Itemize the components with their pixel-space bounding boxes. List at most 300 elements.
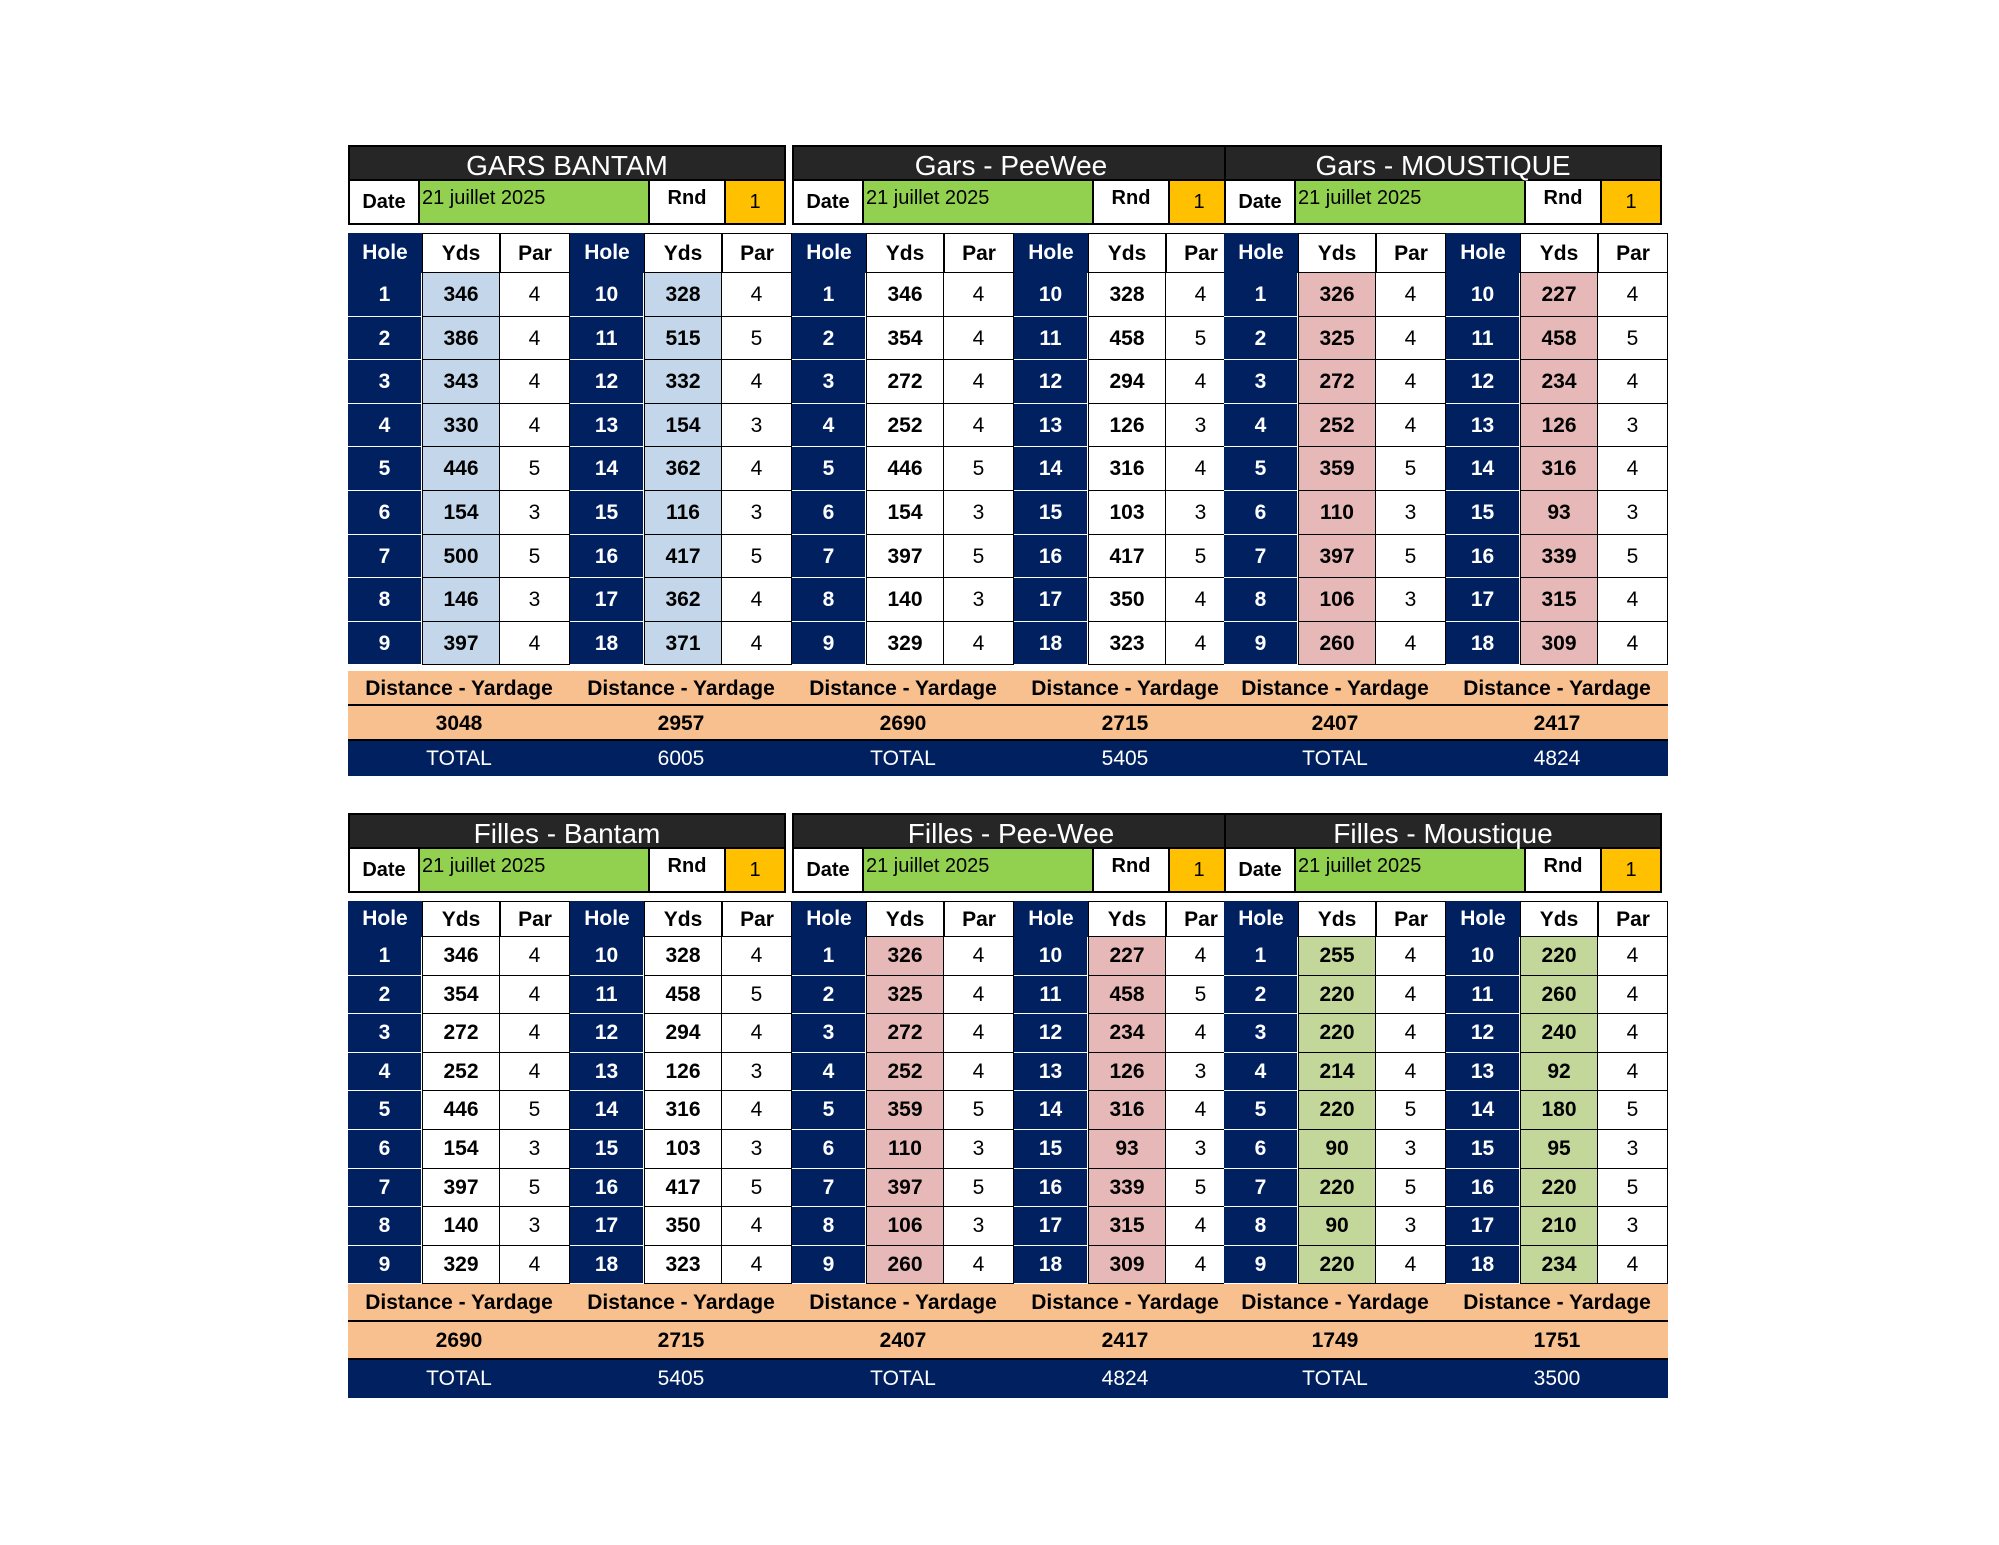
- hole-column: [1446, 901, 1520, 1284]
- hole-grid: [1446, 233, 1668, 665]
- yardage-cell: 240: [1520, 1014, 1598, 1053]
- par-cell: 4: [944, 317, 1014, 361]
- hole-number: 11: [570, 976, 644, 1015]
- par-column: [944, 233, 1014, 665]
- hole-number: 14: [1014, 447, 1088, 491]
- par-cell: 3: [722, 1053, 792, 1092]
- yardage-cell: 146: [422, 578, 500, 622]
- par-column: [944, 901, 1014, 1284]
- hole-number: 2: [348, 976, 422, 1015]
- distance-label: Distance - Yardage: [1224, 1284, 1446, 1322]
- par-header: Par: [1598, 233, 1668, 273]
- distance-label: Distance - Yardage: [1014, 671, 1236, 706]
- yds-header: Yds: [1088, 901, 1166, 937]
- par-cell: 4: [944, 1246, 1014, 1285]
- date-row: [1224, 181, 1662, 225]
- hole-number: 13: [1014, 1053, 1088, 1092]
- yardage-cell: 326: [1298, 273, 1376, 317]
- distance-label: Distance - Yardage: [1446, 671, 1668, 706]
- par-cell: 3: [1598, 404, 1668, 448]
- par-cell: 4: [500, 976, 570, 1015]
- par-cell: 5: [1376, 1091, 1446, 1130]
- back-nine: [1014, 901, 1236, 1398]
- hole-number: 17: [1446, 1207, 1520, 1246]
- scorecard-title: Filles - Bantam: [348, 813, 786, 849]
- hole-number: 11: [1446, 976, 1520, 1015]
- scorecard-title: Filles - Pee-Wee: [792, 813, 1230, 849]
- par-cell: 4: [722, 360, 792, 404]
- hole-number: 2: [1224, 976, 1298, 1015]
- yardage-cell: 90: [1298, 1207, 1376, 1246]
- par-cell: 4: [1598, 1246, 1668, 1285]
- hole-number: 6: [792, 491, 866, 535]
- hole-number: 15: [570, 1130, 644, 1169]
- date-value: 21 juillet 2025: [864, 181, 1094, 223]
- par-cell: 4: [944, 273, 1014, 317]
- yardage-cell: 397: [866, 1169, 944, 1208]
- total-value: 4824: [1014, 1360, 1236, 1398]
- par-header: Par: [500, 901, 570, 937]
- par-cell: 4: [1166, 1207, 1236, 1246]
- yds-header: Yds: [1298, 901, 1376, 937]
- hole-number: 8: [792, 578, 866, 622]
- yardage-cell: 328: [1088, 273, 1166, 317]
- par-header: Par: [500, 233, 570, 273]
- yardage-cell: 362: [644, 578, 722, 622]
- hole-number: 1: [792, 937, 866, 976]
- par-cell: 5: [1166, 976, 1236, 1015]
- yardage-cell: 90: [1298, 1130, 1376, 1169]
- yds-column: [644, 233, 722, 665]
- par-cell: 4: [500, 360, 570, 404]
- yardage-cell: 329: [866, 622, 944, 666]
- par-cell: 5: [500, 1169, 570, 1208]
- distance-value: 2407: [792, 1322, 1014, 1360]
- yds-header: Yds: [644, 901, 722, 937]
- round-value: 1: [1170, 181, 1228, 223]
- par-cell: 5: [1598, 535, 1668, 579]
- par-column: [1598, 233, 1668, 665]
- hole-number: 6: [1224, 1130, 1298, 1169]
- yardage-cell: 110: [866, 1130, 944, 1169]
- hole-column: [1014, 901, 1088, 1284]
- yardage-cell: 309: [1088, 1246, 1166, 1285]
- par-column: [722, 233, 792, 665]
- yardage-cell: 92: [1520, 1053, 1598, 1092]
- yardage-cell: 220: [1298, 976, 1376, 1015]
- par-cell: 4: [1166, 578, 1236, 622]
- yardage-cell: 255: [1298, 937, 1376, 976]
- hole-header: Hole: [1446, 233, 1520, 273]
- front-nine: [1224, 901, 1446, 1398]
- yds-header: Yds: [1298, 233, 1376, 273]
- hole-number: 11: [1446, 317, 1520, 361]
- par-cell: 4: [722, 1207, 792, 1246]
- hole-column: [1224, 901, 1298, 1284]
- par-cell: 4: [722, 1246, 792, 1285]
- par-cell: 4: [1166, 622, 1236, 666]
- par-header: Par: [1598, 901, 1668, 937]
- yardage-cell: 252: [866, 1053, 944, 1092]
- par-column: [500, 233, 570, 665]
- distance-value: 1751: [1446, 1322, 1668, 1360]
- yardage-cell: 272: [422, 1014, 500, 1053]
- par-cell: 4: [500, 273, 570, 317]
- distance-label: Distance - Yardage: [792, 1284, 1014, 1322]
- hole-number: 2: [792, 317, 866, 361]
- hole-number: 15: [1446, 491, 1520, 535]
- yardage-cell: 220: [1298, 1014, 1376, 1053]
- yardage-cell: 214: [1298, 1053, 1376, 1092]
- date-label: Date: [350, 849, 420, 891]
- yardage-cell: 260: [1298, 622, 1376, 666]
- par-cell: 5: [500, 447, 570, 491]
- par-cell: 4: [500, 937, 570, 976]
- hole-number: 18: [1446, 622, 1520, 666]
- distance-value: 2690: [792, 706, 1014, 741]
- date-row: [348, 849, 786, 893]
- yds-header: Yds: [1088, 233, 1166, 273]
- hole-number: 9: [1224, 622, 1298, 666]
- hole-number: 16: [1446, 1169, 1520, 1208]
- par-cell: 5: [1598, 317, 1668, 361]
- par-cell: 4: [1166, 1091, 1236, 1130]
- par-header: Par: [1376, 233, 1446, 273]
- yardage-cell: 93: [1520, 491, 1598, 535]
- par-cell: 5: [1376, 535, 1446, 579]
- par-cell: 4: [944, 622, 1014, 666]
- par-cell: 5: [1166, 535, 1236, 579]
- scorecard: [348, 145, 786, 776]
- hole-number: 6: [348, 491, 422, 535]
- scorecard: [1224, 145, 1662, 776]
- yardage-cell: 260: [866, 1246, 944, 1285]
- hole-number: 10: [1446, 937, 1520, 976]
- scorecard-title: Gars - PeeWee: [792, 145, 1230, 181]
- hole-number: 14: [570, 1091, 644, 1130]
- yardage-cell: 515: [644, 317, 722, 361]
- hole-number: 5: [348, 447, 422, 491]
- hole-number: 7: [792, 1169, 866, 1208]
- hole-column: [792, 901, 866, 1284]
- hole-number: 16: [1014, 535, 1088, 579]
- hole-number: 3: [348, 360, 422, 404]
- hole-number: 1: [1224, 937, 1298, 976]
- par-cell: 5: [1598, 1091, 1668, 1130]
- par-column: [1376, 233, 1446, 665]
- hole-number: 3: [348, 1014, 422, 1053]
- par-cell: 4: [1598, 578, 1668, 622]
- yds-header: Yds: [1520, 233, 1598, 273]
- par-cell: 3: [1166, 1130, 1236, 1169]
- yardage-cell: 446: [422, 1091, 500, 1130]
- par-cell: 5: [500, 535, 570, 579]
- par-cell: 4: [1376, 937, 1446, 976]
- par-cell: 4: [1166, 1014, 1236, 1053]
- distance-label: Distance - Yardage: [348, 671, 570, 706]
- par-cell: 3: [1376, 1207, 1446, 1246]
- yardage-cell: 116: [644, 491, 722, 535]
- par-cell: 4: [500, 622, 570, 666]
- par-cell: 5: [722, 535, 792, 579]
- yardage-cell: 500: [422, 535, 500, 579]
- yardage-cell: 316: [1520, 447, 1598, 491]
- hole-number: 10: [1446, 273, 1520, 317]
- date-label: Date: [794, 849, 864, 891]
- yardage-cell: 126: [1088, 404, 1166, 448]
- yardage-cell: 328: [644, 273, 722, 317]
- par-cell: 5: [722, 1169, 792, 1208]
- par-cell: 3: [1376, 578, 1446, 622]
- yardage-cell: 180: [1520, 1091, 1598, 1130]
- hole-number: 13: [1446, 404, 1520, 448]
- nine-hole-columns: [348, 901, 786, 1398]
- hole-number: 8: [348, 578, 422, 622]
- hole-number: 18: [1014, 1246, 1088, 1285]
- yardage-cell: 458: [1520, 317, 1598, 361]
- total-value: 4824: [1446, 741, 1668, 776]
- total-label: TOTAL: [1224, 741, 1446, 776]
- back-nine: [570, 233, 792, 776]
- par-cell: 4: [722, 937, 792, 976]
- yardage-cell: 106: [866, 1207, 944, 1246]
- par-cell: 5: [722, 317, 792, 361]
- date-value: 21 juillet 2025: [1296, 181, 1526, 223]
- hole-number: 17: [570, 578, 644, 622]
- hole-number: 10: [1014, 937, 1088, 976]
- par-cell: 4: [1598, 273, 1668, 317]
- hole-grid: [792, 901, 1014, 1284]
- yardage-cell: 140: [866, 578, 944, 622]
- yardage-cell: 446: [422, 447, 500, 491]
- hole-number: 8: [1224, 1207, 1298, 1246]
- par-cell: 5: [1376, 1169, 1446, 1208]
- yardage-cell: 220: [1520, 1169, 1598, 1208]
- distance-value: 2715: [1014, 706, 1236, 741]
- par-cell: 4: [722, 578, 792, 622]
- hole-number: 18: [570, 622, 644, 666]
- yds-column: [1520, 901, 1598, 1284]
- hole-number: 8: [792, 1207, 866, 1246]
- hole-grid: [570, 233, 792, 665]
- hole-header: Hole: [1224, 233, 1298, 273]
- date-row: [792, 849, 1230, 893]
- hole-number: 2: [348, 317, 422, 361]
- hole-number: 7: [348, 535, 422, 579]
- yardage-cell: 326: [866, 937, 944, 976]
- par-cell: 5: [1598, 1169, 1668, 1208]
- yardage-cell: 234: [1520, 1246, 1598, 1285]
- hole-column: [792, 233, 866, 665]
- yardage-cell: 343: [422, 360, 500, 404]
- yardage-cell: 210: [1520, 1207, 1598, 1246]
- yardage-cell: 103: [1088, 491, 1166, 535]
- hole-number: 3: [792, 360, 866, 404]
- hole-number: 17: [1446, 578, 1520, 622]
- round-label: Rnd: [1094, 181, 1170, 223]
- hole-grid: [570, 901, 792, 1284]
- nine-hole-columns: [1224, 901, 1662, 1398]
- par-cell: 4: [500, 404, 570, 448]
- yardage-cell: 417: [644, 1169, 722, 1208]
- distance-label: Distance - Yardage: [792, 671, 1014, 706]
- yds-column: [422, 233, 500, 665]
- nine-hole-columns: [348, 233, 786, 776]
- par-cell: 5: [1376, 447, 1446, 491]
- hole-number: 18: [570, 1246, 644, 1285]
- yardage-cell: 339: [1088, 1169, 1166, 1208]
- yardage-cell: 220: [1298, 1091, 1376, 1130]
- par-cell: 3: [1166, 491, 1236, 535]
- par-cell: 5: [944, 447, 1014, 491]
- scorecard-title: Gars - MOUSTIQUE: [1224, 145, 1662, 181]
- par-cell: 4: [722, 622, 792, 666]
- hole-number: 13: [1446, 1053, 1520, 1092]
- scorecard-title: GARS BANTAM: [348, 145, 786, 181]
- yardage-cell: 154: [644, 404, 722, 448]
- hole-number: 6: [792, 1130, 866, 1169]
- hole-number: 11: [570, 317, 644, 361]
- hole-number: 9: [1224, 1246, 1298, 1285]
- distance-label: Distance - Yardage: [570, 1284, 792, 1322]
- par-cell: 4: [944, 976, 1014, 1015]
- hole-number: 1: [1224, 273, 1298, 317]
- hole-grid: [1014, 901, 1236, 1284]
- yardage-cell: 446: [866, 447, 944, 491]
- yardage-cell: 458: [1088, 976, 1166, 1015]
- yardage-cell: 154: [422, 1130, 500, 1169]
- hole-number: 12: [570, 1014, 644, 1053]
- hole-number: 16: [1446, 535, 1520, 579]
- yardage-cell: 315: [1088, 1207, 1166, 1246]
- yds-header: Yds: [866, 233, 944, 273]
- total-label: TOTAL: [1224, 1360, 1446, 1398]
- hole-header: Hole: [1014, 233, 1088, 273]
- distance-label: Distance - Yardage: [1224, 671, 1446, 706]
- total-label: TOTAL: [792, 1360, 1014, 1398]
- yardage-cell: 93: [1088, 1130, 1166, 1169]
- back-nine: [1446, 901, 1668, 1398]
- par-cell: 4: [944, 1053, 1014, 1092]
- hole-number: 2: [1224, 317, 1298, 361]
- hole-number: 4: [792, 404, 866, 448]
- par-cell: 4: [722, 1014, 792, 1053]
- hole-column: [570, 233, 644, 665]
- hole-number: 10: [570, 937, 644, 976]
- par-cell: 3: [1166, 1053, 1236, 1092]
- hole-number: 15: [1446, 1130, 1520, 1169]
- par-cell: 3: [1376, 1130, 1446, 1169]
- hole-column: [570, 901, 644, 1284]
- yds-column: [1088, 233, 1166, 665]
- hole-number: 5: [1224, 1091, 1298, 1130]
- yardage-cell: 323: [644, 1246, 722, 1285]
- hole-number: 4: [1224, 1053, 1298, 1092]
- par-cell: 3: [1166, 404, 1236, 448]
- date-label: Date: [794, 181, 864, 223]
- yds-column: [866, 901, 944, 1284]
- hole-number: 2: [792, 976, 866, 1015]
- yardage-cell: 386: [422, 317, 500, 361]
- par-cell: 5: [1166, 317, 1236, 361]
- hole-number: 5: [792, 1091, 866, 1130]
- hole-number: 9: [792, 1246, 866, 1285]
- total-value: 6005: [570, 741, 792, 776]
- hole-number: 11: [1014, 976, 1088, 1015]
- yds-column: [1088, 901, 1166, 1284]
- par-cell: 4: [722, 273, 792, 317]
- yardage-cell: 458: [1088, 317, 1166, 361]
- hole-number: 16: [570, 1169, 644, 1208]
- date-label: Date: [350, 181, 420, 223]
- date-value: 21 juillet 2025: [1296, 849, 1526, 891]
- par-header: Par: [1166, 901, 1236, 937]
- par-cell: 5: [944, 1091, 1014, 1130]
- par-cell: 3: [944, 1130, 1014, 1169]
- hole-header: Hole: [792, 901, 866, 937]
- hole-number: 13: [570, 1053, 644, 1092]
- distance-value: 3048: [348, 706, 570, 741]
- par-cell: 3: [1598, 491, 1668, 535]
- par-cell: 4: [1166, 360, 1236, 404]
- distance-label: Distance - Yardage: [1014, 1284, 1236, 1322]
- yardage-cell: 339: [1520, 535, 1598, 579]
- hole-number: 8: [348, 1207, 422, 1246]
- hole-number: 3: [792, 1014, 866, 1053]
- hole-column: [348, 233, 422, 665]
- hole-header: Hole: [1224, 901, 1298, 937]
- hole-number: 8: [1224, 578, 1298, 622]
- round-label: Rnd: [1094, 849, 1170, 891]
- hole-number: 17: [1014, 1207, 1088, 1246]
- par-cell: 4: [1376, 404, 1446, 448]
- yardage-cell: 220: [1520, 937, 1598, 976]
- hole-number: 10: [1014, 273, 1088, 317]
- hole-number: 5: [792, 447, 866, 491]
- yardage-cell: 227: [1088, 937, 1166, 976]
- hole-number: 7: [1224, 1169, 1298, 1208]
- yardage-cell: 346: [422, 273, 500, 317]
- hole-number: 4: [348, 1053, 422, 1092]
- yds-header: Yds: [866, 901, 944, 937]
- hole-number: 7: [792, 535, 866, 579]
- back-nine: [1014, 233, 1236, 776]
- hole-column: [1014, 233, 1088, 665]
- round-label: Rnd: [650, 181, 726, 223]
- par-cell: 4: [1166, 937, 1236, 976]
- hole-number: 9: [792, 622, 866, 666]
- par-column: [500, 901, 570, 1284]
- par-cell: 4: [1598, 360, 1668, 404]
- distance-label: Distance - Yardage: [1446, 1284, 1668, 1322]
- yardage-cell: 354: [866, 317, 944, 361]
- date-row: [348, 181, 786, 225]
- front-nine: [1224, 233, 1446, 776]
- hole-number: 15: [1014, 491, 1088, 535]
- yardage-cell: 329: [422, 1246, 500, 1285]
- date-label: Date: [1226, 181, 1296, 223]
- par-cell: 4: [1376, 317, 1446, 361]
- distance-value: 2715: [570, 1322, 792, 1360]
- distance-value: 2417: [1014, 1322, 1236, 1360]
- total-label: TOTAL: [348, 1360, 570, 1398]
- par-cell: 4: [944, 404, 1014, 448]
- yardage-cell: 126: [644, 1053, 722, 1092]
- par-cell: 4: [500, 317, 570, 361]
- par-cell: 3: [500, 491, 570, 535]
- hole-number: 3: [1224, 360, 1298, 404]
- yardage-cell: 315: [1520, 578, 1598, 622]
